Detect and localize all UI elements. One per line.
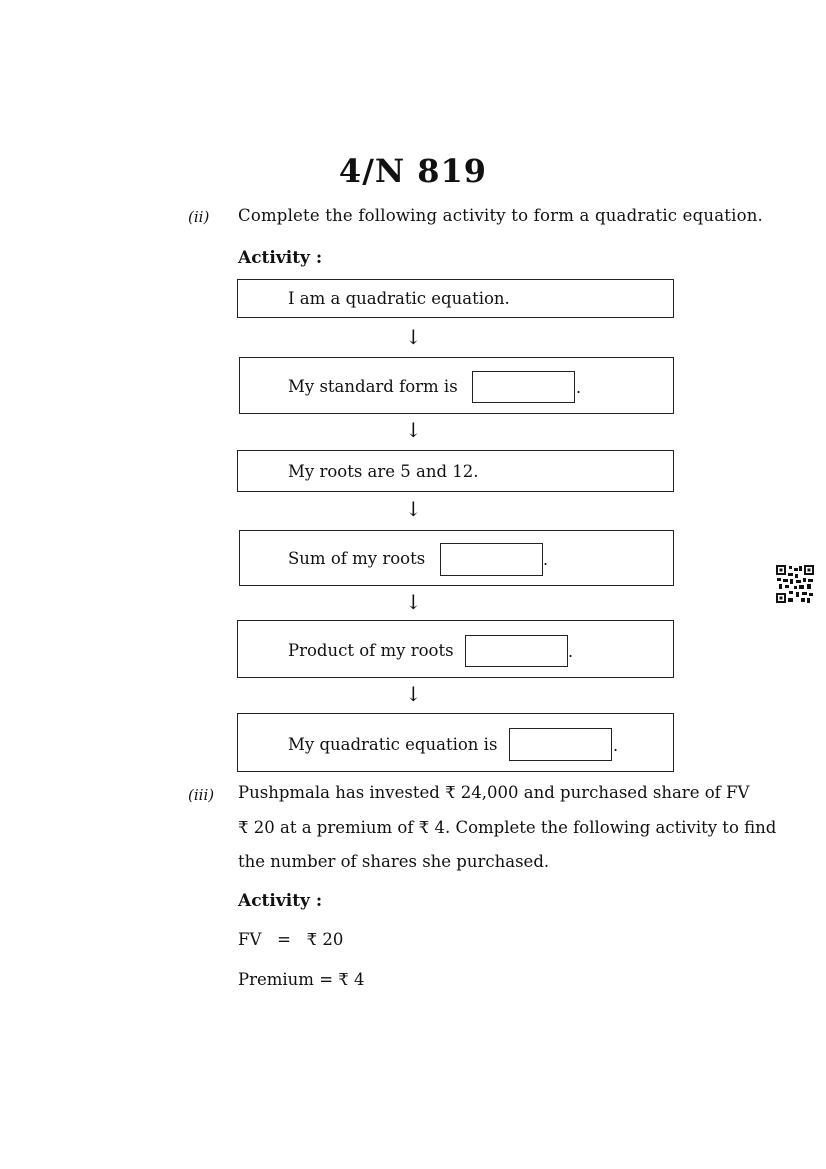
question-number-ii: (ii) <box>188 208 210 226</box>
period: . <box>543 550 549 569</box>
product-of-roots-blank[interactable] <box>465 635 568 667</box>
question-iii-line-1: Pushpmala has invested ₹ 24,000 and purchased share of FV <box>238 783 750 802</box>
activity-box-3 <box>237 450 674 492</box>
down-arrow-icon: ↓ <box>405 682 422 706</box>
activity-box-1-text: I am a quadratic equation. <box>288 289 510 308</box>
activity-box-2-text: My standard form is <box>288 377 458 396</box>
down-arrow-icon: ↓ <box>405 325 422 349</box>
activity-box-2 <box>239 357 674 414</box>
down-arrow-icon: ↓ <box>405 590 422 614</box>
standard-form-blank[interactable] <box>472 371 575 403</box>
question-iii-line-3: the number of shares she purchased. <box>238 852 550 871</box>
activity-box-5 <box>237 620 674 678</box>
page-title: 4/N 819 <box>338 152 488 190</box>
quadratic-equation-blank[interactable] <box>509 728 612 761</box>
activity-box-1 <box>237 279 674 318</box>
sum-of-roots-blank[interactable] <box>440 543 543 576</box>
question-number-iii: (iii) <box>188 786 215 804</box>
period: . <box>576 378 582 397</box>
activity-label-iii: Activity : <box>238 891 323 911</box>
qr-code-icon <box>776 565 814 603</box>
question-ii-text: Complete the following activity to form a quadratic equation. <box>238 206 763 225</box>
activity-label-ii: Activity : <box>238 248 323 268</box>
premium-line: Premium = ₹ 4 <box>238 970 365 989</box>
activity-box-4-text: Sum of my roots <box>288 549 426 568</box>
fv-line: FV = ₹ 20 <box>238 930 344 949</box>
activity-box-6-text: My quadratic equation is <box>288 735 498 754</box>
down-arrow-icon: ↓ <box>405 418 422 442</box>
down-arrow-icon: ↓ <box>405 497 422 521</box>
activity-box-6 <box>237 713 674 772</box>
period: . <box>613 736 619 755</box>
activity-box-5-text: Product of my roots <box>288 641 454 660</box>
period: . <box>568 642 574 661</box>
question-iii-line-2: ₹ 20 at a premium of ₹ 4. Complete the following activity to find <box>238 818 777 837</box>
activity-box-4 <box>239 530 674 586</box>
activity-box-3-text: My roots are 5 and 12. <box>288 462 479 481</box>
